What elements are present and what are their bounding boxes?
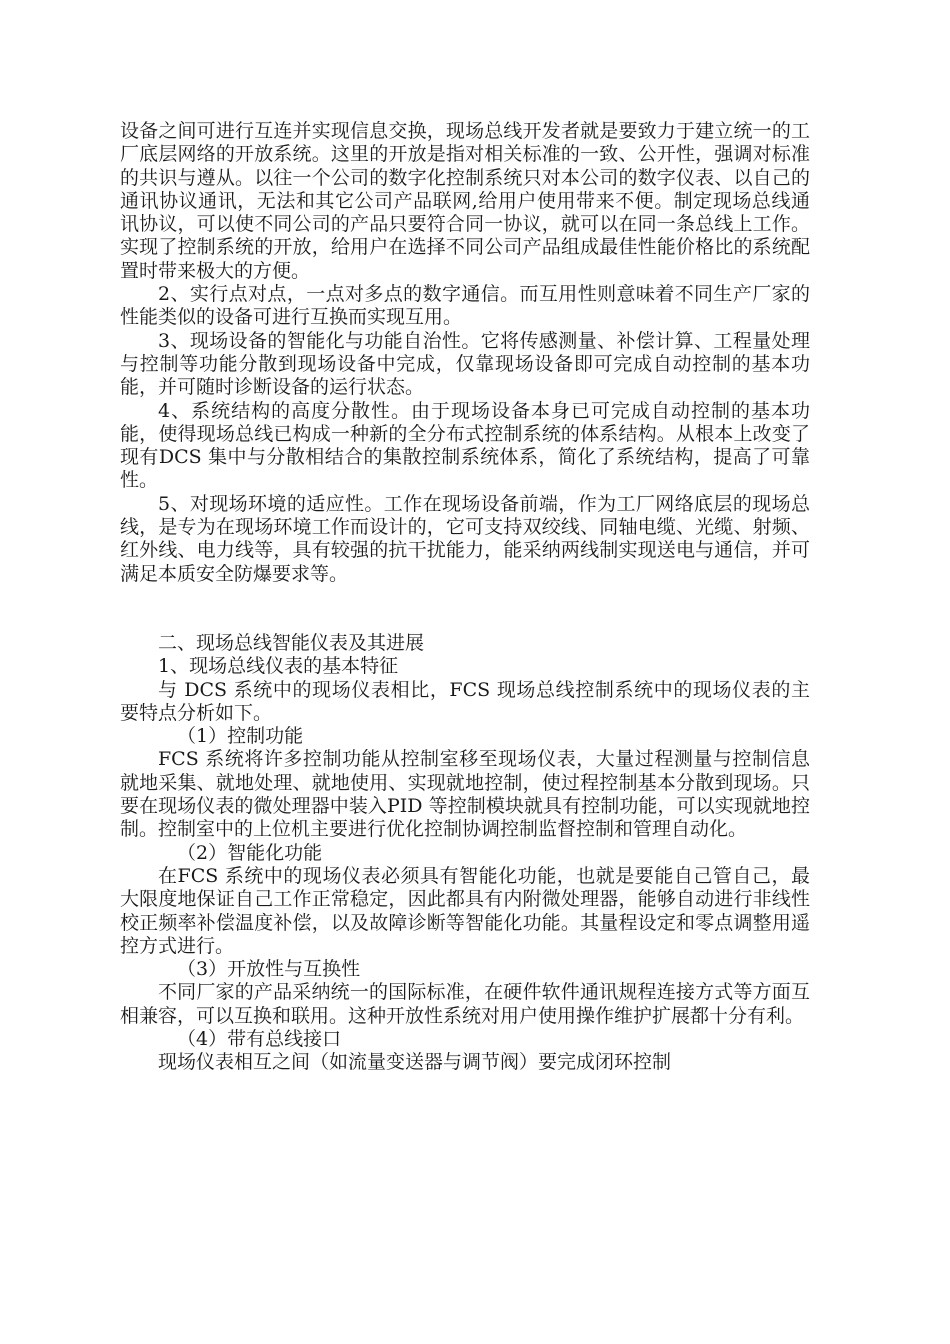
item-heading-intelligence: （2）智能化功能 [177, 841, 323, 864]
paragraph-point-4: 4、系统结构的高度分散性。由于现场设备本身已可完成自动控制的基本功能，使得现场总线已构成一种新的全分布式控制系统的体系结构。从根本上改变了现有DCS 集中与分散相结合的集散控制系统体系，简化了系统结构，提高了可靠性。 [120, 399, 810, 492]
paragraph-point-2: 2、实行点对点，一点对多点的数字通信。而互用性则意味着不同生产厂家的性能类似的设备可进行互换而实现互用。 [120, 283, 810, 329]
paragraph-point-3: 3、现场设备的智能化与功能自治性。它将传感测量、补偿计算、工程量处理与控制等功能分散到现场设备中完成，仅靠现场设备即可完成自动控制的基本功能，并可随时诊断设备的运行状态。 [120, 329, 810, 399]
section-heading: 二、现场总线智能仪表及其进展 [158, 631, 425, 654]
item-heading-control: （1）控制功能 [177, 725, 304, 748]
paragraph-intelligence: 在FCS 系统中的现场仪表必须具有智能化功能，也就是要能自己管自己，最大限度地保证自己工作正常稳定，因此都具有内附微处理器，能够自动进行非线性校正频率补偿温度补偿，以及故障诊断等智能化功能。其量程设定和零点调整用遥控方式进行。 [120, 864, 810, 957]
paragraph-comparison: 与 DCS 系统中的现场仪表相比，FCS 现场总线控制系统中的现场仪表的主要特点分析如下。 [120, 678, 810, 724]
item-heading-bus-interface: （4）带有总线接口 [177, 1027, 342, 1050]
paragraph-openness: 不同厂家的产品采纳统一的国际标准，在硬件软件通讯规程连接方式等方面互相兼容，可以互换和联用。这种开放性系统对用户使用操作维护扩展都十分有利。 [120, 981, 810, 1027]
section-spacer [120, 586, 810, 632]
paragraph-intro: 设备之间可进行互连并实现信息交换，现场总线开发者就是要致力于建立统一的工厂底层网络的开放系统。这里的开放是指对相关标准的一致、公开性，强调对标准的共识与遵从。以往一个公司的数字化控制系统只对本公司的数字仪表、以自己的通讯协议通讯，无法和其它公司产品联网,给用户使用带来不便。制定现场总线通讯协议，可以使不同公司的产品只要符合同一协议，就可以在同一条总线上工作。实现了控制系统的开放，给用户在选择不同公司产品组成最佳性能价格比的系统配置时带来极大的方便。 [120, 120, 810, 282]
paragraph-control: FCS 系统将许多控制功能从控制室移至现场仪表，大量过程测量与控制信息就地采集、就地处理、就地使用、实现就地控制，使过程控制基本分散到现场。只要在现场仪表的微处理器中装入PID 等控制模块就具有控制功能，可以实现就地控制。控制室中的上位机主要进行优化控制协调控制监督控制和管理自动化。 [120, 748, 810, 841]
document-body [120, 120, 810, 1075]
item-heading-openness: （3）开放性与互换性 [177, 958, 361, 981]
subsection-heading: 1、现场总线仪表的基本特征 [158, 655, 399, 678]
paragraph-bus-interface: 现场仪表相互之间（如流量变送器与调节阀）要完成闭环控制 [158, 1051, 672, 1074]
paragraph-point-5: 5、对现场环境的适应性。工作在现场设备前端，作为工厂网络底层的现场总线，是专为在现场环境工作而设计的，它可支持双绞线、同轴电缆、光缆、射频、红外线、电力线等，具有较强的抗干扰能力，能采纳两线制实现送电与通信，并可满足本质安全防爆要求等。 [120, 492, 810, 585]
